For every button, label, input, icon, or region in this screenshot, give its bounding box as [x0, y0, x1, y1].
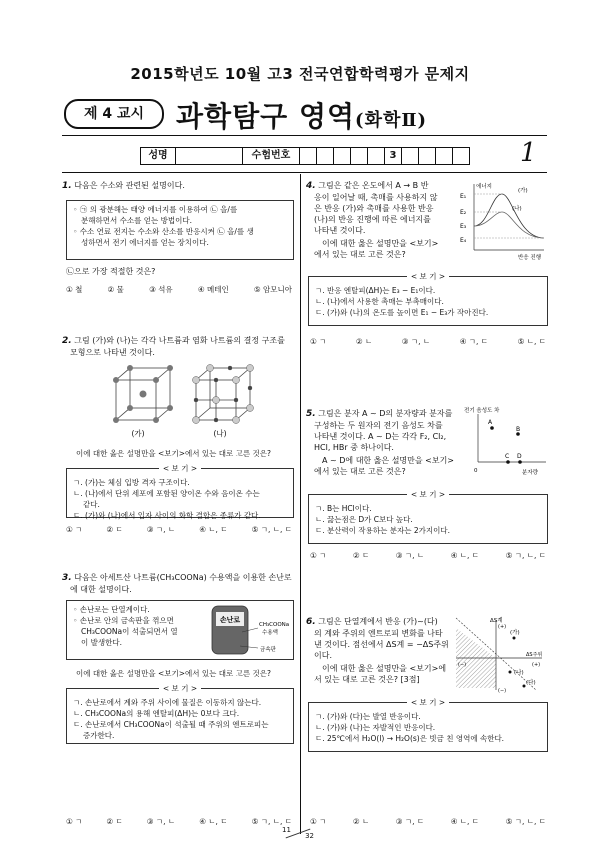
question-stem: 에 대한 설명이다. [70, 585, 132, 594]
y-axis-label: 전기 음성도 차 [464, 408, 500, 414]
exam-number-cell[interactable] [453, 148, 469, 164]
origin-label: 0 [474, 468, 478, 474]
point-na-label: (나) [514, 670, 524, 676]
box-line: ◦ 손난로 안의 금속판을 꺾으면 [73, 616, 174, 625]
footer-total: 32 [305, 832, 314, 840]
point-d-label: D [517, 453, 522, 460]
question-number: 4. [306, 181, 316, 191]
bogi-box [308, 272, 548, 326]
question-stem: (나)의 반응 진행에 따른 에너지를 [314, 215, 431, 224]
bogi-box [66, 464, 294, 520]
question-stem: 다음은 수소와 관련된 설명이다. [74, 181, 185, 190]
crystal-structure-figure [108, 362, 258, 442]
answer-choices [66, 816, 292, 827]
delta-s-surroundings-label: ΔS주위 [526, 652, 543, 658]
bogi-item: ㄱ. (가)와 (다)는 발열 반응이다. [315, 712, 421, 721]
choice-4[interactable]: ④ 메테인 [197, 285, 229, 294]
answer-choices [310, 816, 546, 827]
name-field[interactable] [176, 148, 243, 164]
exam-number-cell[interactable] [334, 148, 351, 164]
minus-x-label: (−) [458, 662, 467, 668]
question-ask: ㉡으로 가장 적절한 것은? [66, 267, 156, 276]
question-stem: 그림은 단열계에서 반응 (가)~(다) [318, 617, 438, 626]
choice-2[interactable]: ② ㄷ [106, 525, 123, 534]
energy-axis-label: 에너지 [476, 184, 492, 190]
footer-page: 11 [282, 826, 291, 834]
box-line: 분해하면서 수소를 얻는 방법이다. [81, 216, 192, 225]
subject-title [176, 95, 427, 135]
question-ask: 이에 대한 옳은 설명만을 <보기> [322, 239, 439, 248]
bogi-title: < 보 기 > [407, 272, 449, 281]
bogi-item: ㄷ. 25℃에서 H₂O(l) → H₂O(s)은 빗금 친 영역에 속한다. [315, 734, 505, 743]
column-divider [300, 174, 301, 834]
minus-y-label: (−) [498, 688, 507, 694]
exam-number-cell[interactable] [351, 148, 368, 164]
box-line: 성하면서 전기 에너지를 얻는 장치이다. [81, 238, 209, 247]
question-ask: A ~ D에 대한 옳은 설명만을 <보기> [322, 456, 455, 465]
answer-choices [66, 284, 292, 295]
box-line: 이 발생한다. [81, 638, 122, 647]
choice-1[interactable]: ① ㄱ [66, 817, 83, 826]
choice-4[interactable]: ④ ㄴ, ㄷ [450, 817, 480, 826]
point-a [490, 426, 494, 430]
reaction-axis-label: 반응 진행 [518, 255, 542, 261]
box-line: ◦ 손난로는 단열계이다. [73, 605, 150, 614]
box-line: CH₃COONa이 석출되면서 열 [81, 627, 178, 636]
choice-5[interactable]: ⑤ ㄴ, ㄷ [517, 337, 546, 346]
choice-2[interactable]: ② ㄷ [106, 817, 123, 826]
curve-catalyzed [474, 212, 544, 238]
question-1 [62, 180, 294, 192]
exam-title: 2015학년도 10월 고3 전국연합학력평가 문제지 [130, 65, 470, 83]
choice-1[interactable]: ① ㄱ [310, 817, 327, 826]
bogi-item: ㄱ. 손난로에서 계와 주위 사이에 물질은 이동하지 않는다. [73, 698, 262, 707]
point-a-label: A [488, 419, 493, 426]
bogi-title: < 보 기 > [407, 698, 449, 707]
choice-5[interactable]: ⑤ ㄱ, ㄴ, ㄷ [505, 551, 546, 560]
header-bottom-rule [62, 172, 547, 173]
x-axis-label: 분자량 [522, 470, 538, 476]
question-number: 6. [306, 617, 316, 627]
e3-label: E₃ [460, 223, 467, 230]
question-stem: 낸 것이다. 점선에서 ΔS계 = −ΔS주위 [314, 640, 449, 649]
choice-5[interactable]: ⑤ ㄱ, ㄴ, ㄷ [251, 817, 292, 826]
subject-main: 과학탐구 영역 [176, 100, 356, 133]
question-stem: 모형으로 나타낸 것이다. [70, 348, 155, 357]
page-number: 1 [520, 138, 537, 168]
question-6 [306, 616, 456, 685]
choice-1[interactable]: ① ㄱ [66, 525, 83, 534]
question-number: 1. [62, 181, 72, 191]
point-d [518, 460, 522, 464]
bogi-box [308, 490, 548, 544]
bogi-title: < 보 기 > [407, 490, 449, 499]
choice-3[interactable]: ③ ㄱ, ㄴ [401, 337, 431, 346]
bcc-atoms [113, 365, 173, 423]
question-stem: 이다. [314, 651, 332, 660]
question-stem: 나타낸 것이다. A ~ D는 각각 F₂, Cl₂, [314, 432, 447, 441]
bogi-item: 같다. [83, 500, 100, 509]
page-footer [280, 826, 316, 840]
choice-2[interactable]: ② 물 [107, 285, 124, 294]
question-stem: 응이 일어날 때, 촉매를 사용하지 않 [314, 193, 438, 202]
label-a: (가) [131, 429, 145, 438]
question-stem: 의 계와 주위의 엔트로피 변화를 나타 [314, 629, 443, 638]
choice-3[interactable]: ③ ㄱ, ㄴ [146, 525, 176, 534]
answer-choices [66, 524, 292, 535]
choice-5[interactable]: ⑤ 암모니아 [253, 285, 292, 294]
question-2 [62, 335, 296, 358]
choice-5[interactable]: ⑤ ㄱ, ㄴ, ㄷ [505, 817, 546, 826]
curve-b-label: (나) [512, 206, 522, 212]
answer-choices [310, 336, 546, 347]
question-stem: 구성하는 두 원자의 전기 음성도 차를 [314, 421, 443, 430]
pack-tag-3: 금속판 [260, 647, 276, 653]
answer-choices [310, 550, 546, 561]
question-number: 5. [306, 409, 316, 419]
bogi-item: ㄴ. (가)와 (나)는 자발적인 반응이다. [315, 723, 436, 732]
student-info-bar [140, 147, 470, 165]
point-c [506, 460, 510, 464]
period-badge: 제 4 교시 [64, 99, 164, 129]
choice-1[interactable]: ① ㄱ [310, 337, 327, 346]
question-stem: 다음은 아세트산 나트륨(CH₃COONa) 수용액을 이용한 손난로 [74, 573, 292, 582]
choice-5[interactable]: ⑤ ㄱ, ㄴ, ㄷ [251, 525, 292, 534]
point-ga-label: (가) [510, 630, 520, 636]
choice-4[interactable]: ④ ㄱ, ㄷ [459, 337, 489, 346]
exam-number-label: 수험번호 [243, 148, 300, 164]
e2-label: E₂ [460, 209, 467, 216]
bogi-box [66, 684, 294, 744]
hand-warmer-figure [210, 604, 292, 658]
e1-label: E₁ [460, 193, 467, 200]
energy-diagram [458, 180, 548, 262]
bogi-box [308, 698, 548, 752]
bogi-item: ㄱ. B는 HCl이다. [315, 504, 372, 513]
question-ask: 서 있는 대로 고른 것은? [3점] [314, 675, 420, 684]
point-da-label: (다) [526, 680, 536, 686]
question-stem: 그림은 같은 온도에서 A → B 반 [318, 181, 429, 190]
nacl-cube [196, 368, 250, 420]
question-3 [62, 572, 296, 595]
question-stem: 그림은 분자 A ~ D의 분자량과 분자를 [318, 409, 453, 418]
bogi-item: ㄷ. 분산력이 작용하는 분자는 2가지이다. [315, 526, 450, 535]
question-stem: 은 반응 (가)와 촉매를 사용한 반응 [314, 204, 434, 213]
bogi-item: ㄴ. 끓는점은 D가 C보다 높다. [315, 515, 413, 524]
header-rule [62, 135, 547, 136]
bogi-item: ㄴ. CH₃COONa의 용해 엔탈피(ΔH)는 0보다 크다. [73, 709, 240, 718]
point-b-label: B [516, 426, 521, 433]
choice-2[interactable]: ② ㄴ [352, 817, 370, 826]
question-ask: 이에 대한 옳은 설명만을 <보기>에서 있는 대로 고른 것은? [76, 669, 272, 678]
plus-x-label: (+) [532, 662, 541, 668]
subject-sub: (화학Ⅱ) [355, 110, 428, 131]
bogi-title: < 보 기 > [159, 684, 201, 693]
question-ask: 에서 있는 대로 고른 것은? [314, 250, 406, 259]
choice-4[interactable]: ④ ㄴ, ㄷ [199, 817, 228, 826]
bogi-item: ㄱ. 반응 엔탈피(ΔH)는 E₃ − E₁이다. [315, 286, 436, 295]
choice-3[interactable]: ③ ㄱ, ㄴ [146, 817, 176, 826]
label-b: (나) [213, 429, 227, 438]
electronegativity-plot [464, 402, 548, 482]
bogi-item: ㄷ. 손난로에서 CH₃COONa이 석출될 때 주위의 엔트로피는 [73, 720, 269, 729]
question-ask: 이에 대한 옳은 설명만을 <보기>에서 있는 대로 고른 것은? [76, 449, 272, 458]
point-c-label: C [505, 453, 510, 460]
choice-3[interactable]: ③ 석유 [149, 285, 173, 294]
exam-number-cell[interactable] [436, 148, 453, 164]
bogi-item: ㄴ. (나)에서 사용한 촉매는 부촉매이다. [315, 297, 444, 306]
e4-label: E₄ [460, 237, 467, 244]
exam-number-cell[interactable] [368, 148, 385, 164]
question-number: 3. [62, 573, 72, 583]
choice-1[interactable]: ① 철 [66, 285, 83, 294]
question-ask: 이에 대한 옳은 설명만을 <보기>에 [322, 664, 447, 673]
pack-tag-2: 수용액 [262, 630, 278, 636]
choice-4[interactable]: ④ ㄴ, ㄷ [199, 525, 228, 534]
choice-3[interactable]: ③ ㄱ, ㄴ [395, 551, 425, 560]
choice-4[interactable]: ④ ㄴ, ㄷ [450, 551, 480, 560]
question-stem: 나타낸 것이다. [314, 226, 366, 235]
name-label: 성명 [141, 148, 176, 164]
question-stem: 그림 (가)와 (나)는 각각 나트륨과 염화 나트륨의 결정 구조를 [74, 336, 285, 345]
plus-y-label: (+) [498, 624, 507, 630]
choice-2[interactable]: ② ㄴ [355, 337, 373, 346]
question-ask: 에서 있는 대로 고른 것은? [314, 467, 406, 476]
bogi-item: ㄷ. (가)와 (나)의 온도를 높이면 E₁ − E₃가 작아진다. [315, 308, 489, 317]
bogi-item: ㄴ. (나)에서 단위 세포에 포함된 양이온 수와 음이온 수는 [73, 489, 260, 498]
delta-s-system-label: ΔS계 [490, 618, 503, 624]
choice-3[interactable]: ③ ㄱ, ㄷ [395, 817, 425, 826]
question-number: 2. [62, 336, 72, 346]
bogi-title: < 보 기 > [159, 464, 201, 473]
exam-number-digit: 3 [385, 148, 402, 164]
entropy-diagram [452, 614, 548, 694]
question-4 [306, 180, 466, 260]
question-stem: HCl, HBr 중 하나이다. [314, 443, 394, 452]
exam-number-cell[interactable] [402, 148, 419, 164]
info-box [66, 200, 294, 260]
choice-2[interactable]: ② ㄷ [352, 551, 370, 560]
box-line: ◦ ㉠ 의 광분해는 태양 에너지를 이용하여 ㉡ 을/를 [73, 205, 238, 214]
question-5 [306, 408, 466, 477]
pack-tag-1: CH₃COONa [259, 622, 290, 628]
box-line: ◦ 수소 연료 전지는 수소와 산소를 반응시켜 ㉡ 을/를 생 [73, 227, 254, 236]
choice-1[interactable]: ① ㄱ [310, 551, 327, 560]
bogi-item: 증가한다. [83, 731, 115, 740]
pack-label: 손난로 [219, 616, 241, 624]
exam-number-cell[interactable] [317, 148, 334, 164]
bogi-item: ㄱ. (가)는 체심 입방 격자 구조이다. [73, 478, 190, 487]
bogi-item: ㄷ. (가)와 (나)에서 입자 사이의 화학 결합은 종류가 같다. [73, 511, 261, 520]
exam-number-cell[interactable] [300, 148, 317, 164]
exam-number-cell[interactable] [419, 148, 436, 164]
curve-a-label: (가) [518, 188, 528, 194]
